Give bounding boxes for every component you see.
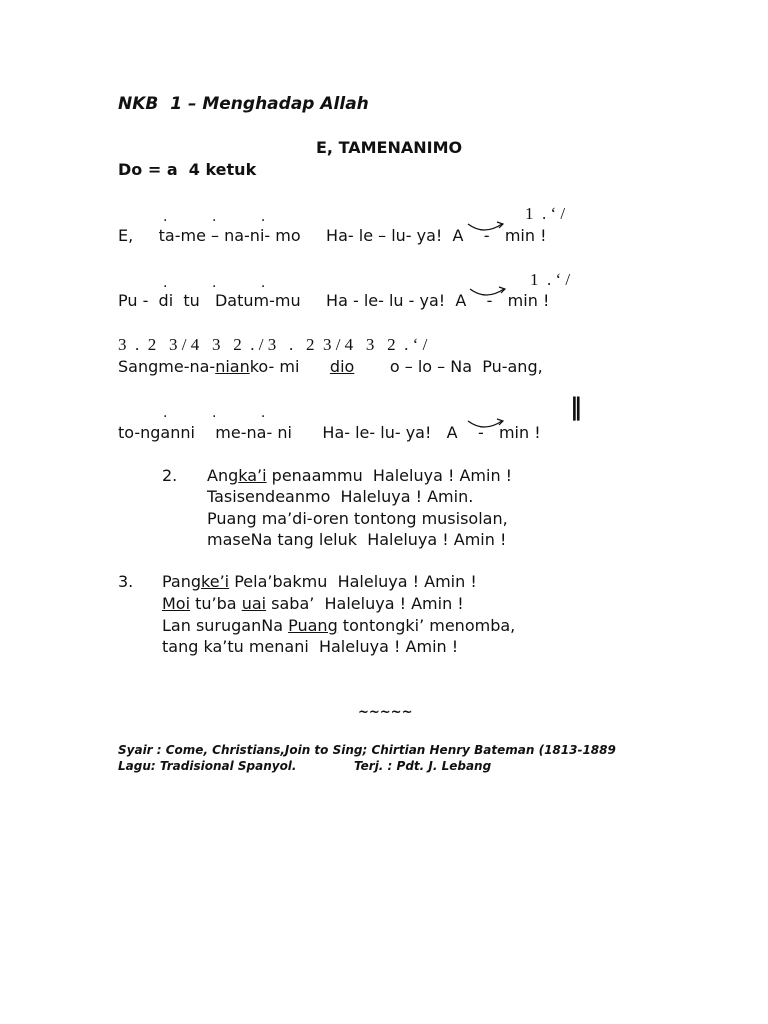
- verse-3-line-4: tang ka’tu menani Haleluya ! Amin !: [162, 637, 459, 656]
- song-title: E, TAMENANIMO: [316, 138, 463, 157]
- verse-3-line-1: [162, 572, 477, 592]
- lyric-line-2: Pu - di tu Datum-mu Ha - le- lu - ya! A - min !: [118, 291, 550, 310]
- credits-lyrics: Syair : Come, Christians,Join to Sing; Chirtian Henry Bateman (1813-1889: [118, 743, 616, 757]
- lyric-line-3: [118, 357, 543, 377]
- notation-line-1: 1 . ‘ /: [525, 204, 566, 223]
- verse-2-line-1: [207, 466, 512, 486]
- verse-3-line-2: [162, 594, 464, 614]
- octave-dots-line-1: . . .: [163, 209, 266, 225]
- lyric-segment: Sangme-na-: [118, 357, 216, 376]
- lyric-line-4: to-nganni me-na- ni Ha- le- lu- ya! A - min !: [118, 423, 541, 442]
- notation-line-2: 1 . ‘ /: [530, 270, 571, 289]
- verse-number-2: 2.: [162, 466, 178, 485]
- credits-tune: Lagu: Tradisional Spanyol.: [118, 759, 297, 773]
- verse-2-line-3: Puang ma’di-oren tontong musisolan,: [207, 509, 508, 528]
- key-signature: Do = a 4 ketuk: [118, 160, 257, 179]
- credits-translation: Terj. : Pdt. J. Lebang: [354, 759, 492, 773]
- lyric-segment-underlined: ke’i: [201, 572, 230, 591]
- lyric-line-1: E, ta-me – na-ni- mo Ha- le – lu- ya! A - min !: [118, 226, 547, 245]
- lyric-segment: tu’ba: [190, 594, 242, 613]
- slur-mark: [466, 220, 506, 234]
- lyric-segment-underlined: nian: [215, 357, 250, 376]
- lyric-segment-underlined: ka’i: [238, 466, 267, 485]
- lyric-segment: Ang: [207, 466, 239, 485]
- lyric-segment: saba’ Haleluya ! Amin !: [266, 594, 464, 613]
- lyric-segment-underlined: Moi: [162, 594, 191, 613]
- verse-3-line-3: [162, 616, 515, 636]
- slur-mark: [466, 417, 506, 431]
- lyric-segment: Pela’bakmu Haleluya ! Amin !: [229, 572, 477, 591]
- notation-line-3: 3 . 2 3 / 4 3 2 . / 3 . 2 3 / 4 3 2 . ‘ /: [118, 335, 428, 354]
- lyric-segment: penaammu Haleluya ! Amin !: [266, 466, 513, 485]
- lyric-segment: o – lo – Na Pu-ang,: [354, 357, 543, 376]
- hymn-reference: NKB 1 – Menghadap Allah: [118, 94, 369, 114]
- lyric-segment-underlined: dio: [329, 357, 355, 376]
- separator: ~~~~~: [358, 705, 413, 720]
- verse-2-line-2: Tasisendeanmo Haleluya ! Amin.: [207, 487, 474, 506]
- octave-dots-line-2: . . .: [163, 275, 266, 291]
- lyric-segment-underlined: Puang: [288, 616, 338, 635]
- octave-dots-line-4: . . .: [163, 405, 266, 421]
- slur-mark: [468, 285, 508, 299]
- lyric-segment: ko- mi: [249, 357, 330, 376]
- lyric-segment: Lan suruganNa: [162, 616, 289, 635]
- verse-number-3: 3.: [118, 572, 134, 591]
- lyric-segment: tontongki’ menomba,: [337, 616, 516, 635]
- lyric-segment-underlined: uai: [241, 594, 267, 613]
- lyric-segment: Pang: [162, 572, 202, 591]
- verse-2-line-4: maseNa tang leluk Haleluya ! Amin !: [207, 530, 507, 549]
- end-barline: ‖: [570, 393, 582, 421]
